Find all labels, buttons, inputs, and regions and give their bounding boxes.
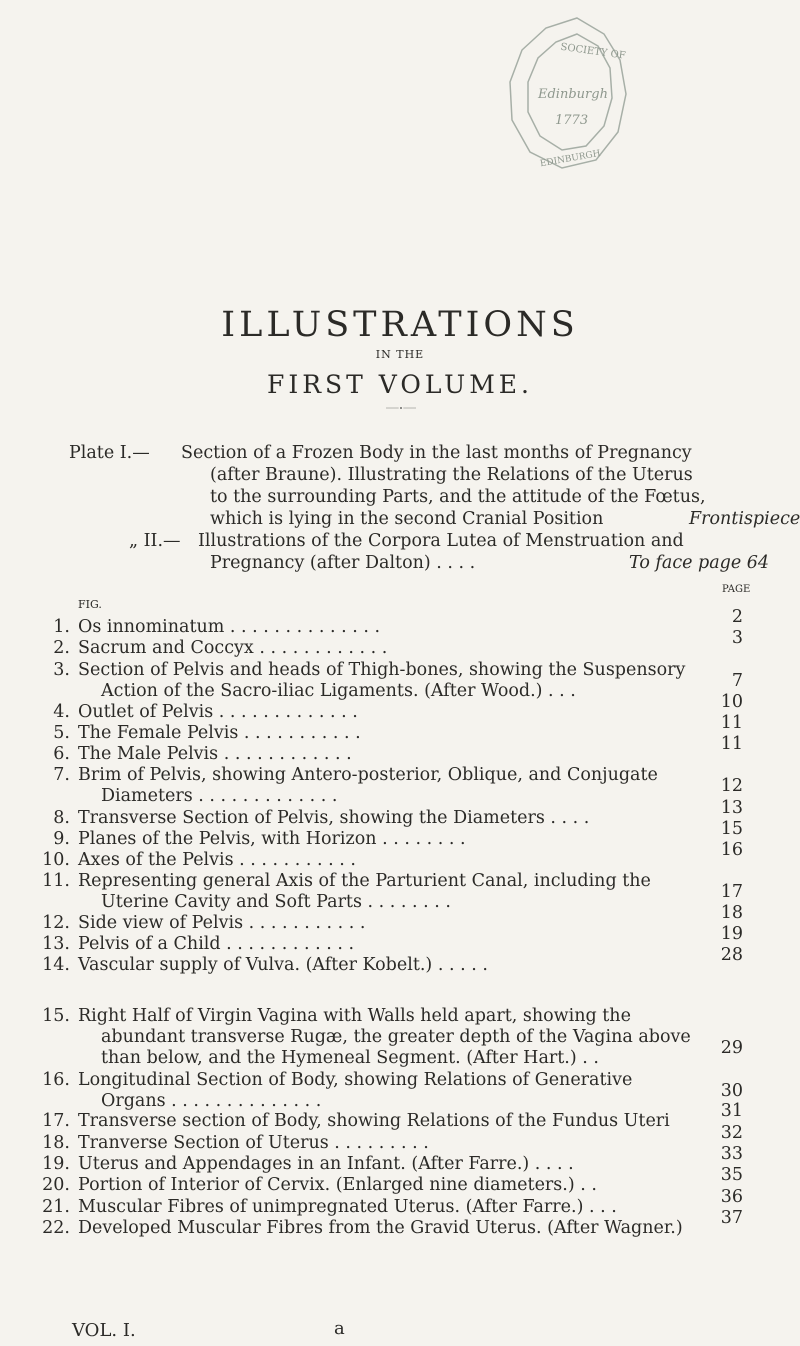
figure-page-number: 33 bbox=[720, 1144, 743, 1164]
figure-page-number: 36 bbox=[720, 1187, 743, 1207]
page-column-header: PAGE bbox=[722, 584, 751, 595]
fig-column-header: FIG. bbox=[78, 598, 102, 611]
figure-number: 21. bbox=[42, 1197, 70, 1217]
figure-number: 12. bbox=[42, 913, 70, 933]
figure-caption-line: Diameters . . . . . . . . . . . . . bbox=[101, 786, 338, 806]
figure-page-number: 30 bbox=[720, 1081, 743, 1101]
ornamental-rule bbox=[356, 407, 446, 409]
plate-page: Frontispiece bbox=[689, 509, 800, 529]
figure-page-number: 29 bbox=[720, 1038, 743, 1058]
figure-number: 14. bbox=[42, 955, 70, 975]
page-title: ILLUSTRATIONS bbox=[221, 305, 579, 345]
stamp-text-top: SOCIETY OF bbox=[559, 41, 627, 62]
figure-caption-line: The Female Pelvis . . . . . . . . . . . bbox=[78, 723, 361, 743]
plate-line: Pregnancy (after Dalton) . . . . bbox=[210, 553, 476, 573]
figure-number: 8. bbox=[53, 808, 70, 828]
plate-page: To face page 64 bbox=[629, 553, 770, 573]
stamp-text-mid: Edinburgh bbox=[538, 87, 608, 102]
figure-number: 9. bbox=[53, 829, 70, 849]
figure-caption-line: Uterus and Appendages in an Infant. (After Farre.) . . . . bbox=[78, 1154, 574, 1174]
figure-caption-line: Outlet of Pelvis . . . . . . . . . . . . . bbox=[78, 702, 358, 722]
figure-page-number: 13 bbox=[720, 798, 743, 818]
plate-label: Plate I.— bbox=[69, 443, 150, 463]
figure-caption-line: Sacrum and Coccyx . . . . . . . . . . . . bbox=[78, 638, 388, 658]
figure-number: 2. bbox=[53, 638, 70, 658]
figure-caption-line: Tranverse Section of Uterus . . . . . . . . . bbox=[78, 1133, 429, 1153]
figure-caption-line: Pelvis of a Child . . . . . . . . . . . . bbox=[78, 934, 355, 954]
figure-caption-line: Planes of the Pelvis, with Horizon . . . . . . . . bbox=[78, 829, 466, 849]
figure-caption-line: Transverse Section of Pelvis, showing the Diameters . . . . bbox=[78, 808, 590, 828]
figure-number: 3. bbox=[53, 660, 70, 680]
volume-marker: VOL. I. bbox=[72, 1320, 136, 1341]
page-footer bbox=[72, 1318, 345, 1341]
figure-page-number: 19 bbox=[720, 924, 743, 944]
figure-caption-line: than below, and the Hymeneal Segment. (After Hart.) . . bbox=[101, 1048, 599, 1068]
figure-caption-line: Axes of the Pelvis . . . . . . . . . . . bbox=[78, 850, 356, 870]
plate-line: Section of a Frozen Body in the last months of Pregnancy bbox=[181, 443, 692, 463]
library-stamp bbox=[500, 12, 654, 178]
figure-page-number: 11 bbox=[720, 734, 743, 754]
figure-page-number: 12 bbox=[720, 776, 743, 796]
figure-number: 1. bbox=[53, 617, 70, 637]
figure-caption-line: Side view of Pelvis . . . . . . . . . . . bbox=[78, 913, 366, 933]
figure-caption-line: Action of the Sacro-iliac Ligaments. (After Wood.) . . . bbox=[101, 681, 576, 701]
stamp-text-bottom: EDINBURGH bbox=[539, 148, 602, 170]
figure-caption-line: Representing general Axis of the Parturient Canal, including the bbox=[78, 871, 651, 891]
figure-page-number: 11 bbox=[720, 713, 743, 733]
stamp-seal-icon bbox=[500, 12, 654, 178]
figure-page-number: 37 bbox=[720, 1208, 743, 1228]
figure-caption-line: The Male Pelvis . . . . . . . . . . . . bbox=[78, 744, 352, 764]
figure-number: 6. bbox=[53, 744, 70, 764]
figure-page-number: 35 bbox=[720, 1165, 743, 1185]
figure-page-number: 2 bbox=[731, 607, 743, 627]
figure-caption-line: Brim of Pelvis, showing Antero-posterior, Oblique, and Conjugate bbox=[78, 765, 658, 785]
figure-number: 5. bbox=[53, 723, 70, 743]
figure-page-number: 32 bbox=[720, 1123, 743, 1143]
figure-caption-line: Developed Muscular Fibres from the Gravid Uterus. (After Wagner.) bbox=[78, 1218, 683, 1238]
figure-caption-line: Longitudinal Section of Body, showing Relations of Generative bbox=[78, 1070, 633, 1090]
figure-caption-line: Vascular supply of Vulva. (After Kobelt.) . . . . . bbox=[78, 955, 488, 975]
figure-number: 10. bbox=[42, 850, 70, 870]
plate-line: which is lying in the second Cranial Position bbox=[210, 509, 604, 529]
page-subtitle: IN THE bbox=[375, 348, 425, 361]
plate-label: „ II.— bbox=[129, 531, 181, 551]
figure-caption-line: Muscular Fibres of unimpregnated Uterus. (After Farre.) . . . bbox=[78, 1197, 617, 1217]
figure-caption-line: Uterine Cavity and Soft Parts . . . . . . . . bbox=[101, 892, 451, 912]
figure-page-number: 10 bbox=[720, 692, 743, 712]
figure-caption-line: Transverse section of Body, showing Relations of the Fundus Uteri bbox=[78, 1111, 670, 1131]
figure-caption-line: Os innominatum . . . . . . . . . . . . . . bbox=[78, 617, 381, 637]
figure-caption-line: Section of Pelvis and heads of Thigh-bones, showing the Suspensory bbox=[78, 660, 686, 680]
stamp-text-date: 1773 bbox=[555, 113, 589, 128]
figure-number: 13. bbox=[42, 934, 70, 954]
figure-number: 7. bbox=[53, 765, 70, 785]
figure-number: 19. bbox=[42, 1154, 70, 1174]
figure-number: 20. bbox=[42, 1175, 70, 1195]
figure-page-number: 7 bbox=[731, 671, 743, 691]
figure-number: 15. bbox=[42, 1006, 70, 1026]
figure-page-number: 15 bbox=[720, 819, 743, 839]
figure-caption-line: abundant transverse Rugæ, the greater depth of the Vagina above bbox=[101, 1027, 691, 1047]
figure-page-number: 3 bbox=[731, 628, 743, 648]
figure-page-number: 31 bbox=[720, 1101, 743, 1121]
plate-line: Illustrations of the Corpora Lutea of Menstruation and bbox=[198, 531, 684, 551]
figure-number: 22. bbox=[42, 1218, 70, 1238]
volume-heading: FIRST VOLUME. bbox=[266, 370, 533, 399]
plate-line: (after Braune). Illustrating the Relations of the Uterus bbox=[210, 465, 693, 485]
figure-page-number: 16 bbox=[720, 840, 743, 860]
signature-mark: a bbox=[334, 1318, 345, 1339]
figure-number: 11. bbox=[42, 871, 70, 891]
figure-caption-line: Organs . . . . . . . . . . . . . . bbox=[101, 1091, 322, 1111]
figure-number: 4. bbox=[53, 702, 70, 722]
figure-page-number: 18 bbox=[720, 903, 743, 923]
plate-line: to the surrounding Parts, and the attitude of the Fœtus, bbox=[210, 487, 706, 507]
figure-number: 16. bbox=[42, 1070, 70, 1090]
figure-number: 18. bbox=[42, 1133, 70, 1153]
figure-caption-line: Right Half of Virgin Vagina with Walls held apart, showing the bbox=[78, 1006, 631, 1026]
figure-page-number: 17 bbox=[720, 882, 743, 902]
figure-caption-line: Portion of Interior of Cervix. (Enlarged nine diameters.) . . bbox=[78, 1175, 597, 1195]
figure-page-number: 28 bbox=[720, 945, 743, 965]
figure-number: 17. bbox=[42, 1111, 70, 1131]
